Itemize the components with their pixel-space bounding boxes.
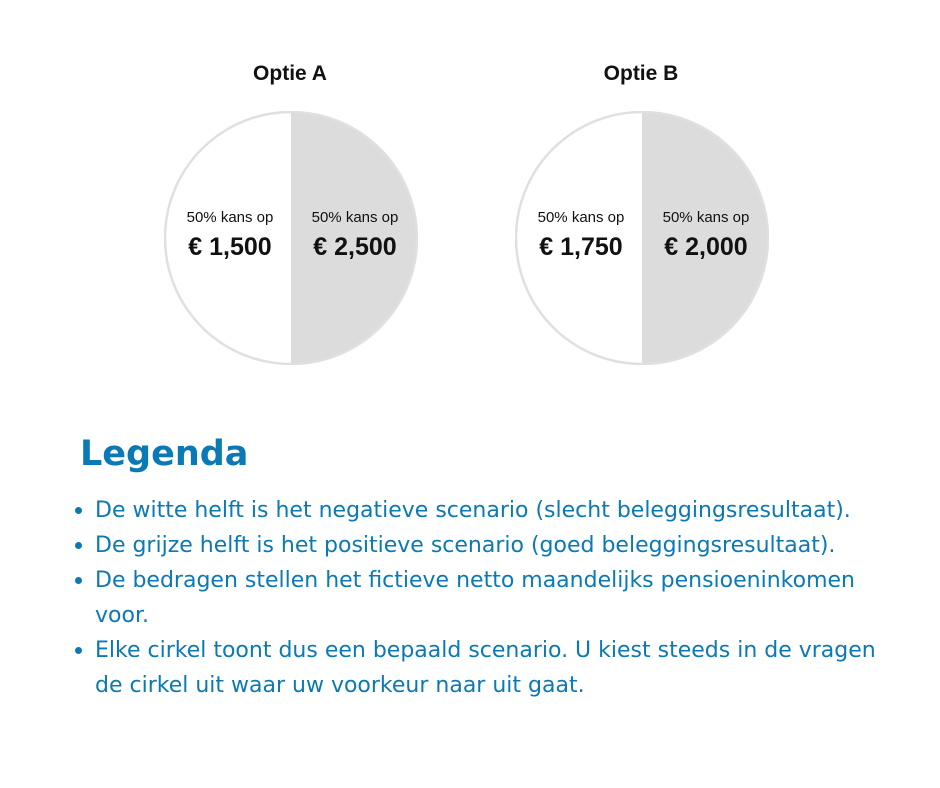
option-a-negative-amount: € 1,500 bbox=[188, 233, 272, 261]
option-b-negative-text bbox=[518, 209, 644, 265]
option-a-positive-text bbox=[292, 209, 418, 265]
legend-item: Elke cirkel toont dus een bepaald scenario. U kiest steeds in de vragen de cirkel uit waar uw voorkeur naar uit gaat. bbox=[75, 633, 905, 703]
option-b-positive-label: 50% kans op bbox=[662, 209, 750, 226]
option-a-positive-label: 50% kans op bbox=[311, 209, 399, 226]
option-a-negative-label: 50% kans op bbox=[186, 209, 274, 226]
legend-item: De witte helft is het negatieve scenario (slecht beleggingsresultaat). bbox=[75, 493, 905, 528]
legend-title: Legenda bbox=[80, 434, 249, 474]
legend-item: De grijze helft is het positieve scenario (goed beleggingsresultaat). bbox=[75, 528, 905, 563]
option-a-negative-text bbox=[167, 209, 293, 265]
option-b-title: Optie B bbox=[603, 62, 679, 85]
option-a-positive-amount: € 2,500 bbox=[313, 233, 397, 261]
option-b-positive-amount: € 2,000 bbox=[664, 233, 748, 261]
option-a-title: Optie A bbox=[253, 62, 327, 85]
option-b-negative-label: 50% kans op bbox=[537, 209, 625, 226]
legend-item: De bedragen stellen het fictieve netto maandelijks pensioeninkomen voor. bbox=[75, 563, 905, 633]
option-b-positive-text bbox=[643, 209, 769, 265]
legend-list bbox=[75, 493, 905, 703]
option-b-negative-amount: € 1,750 bbox=[539, 233, 623, 261]
